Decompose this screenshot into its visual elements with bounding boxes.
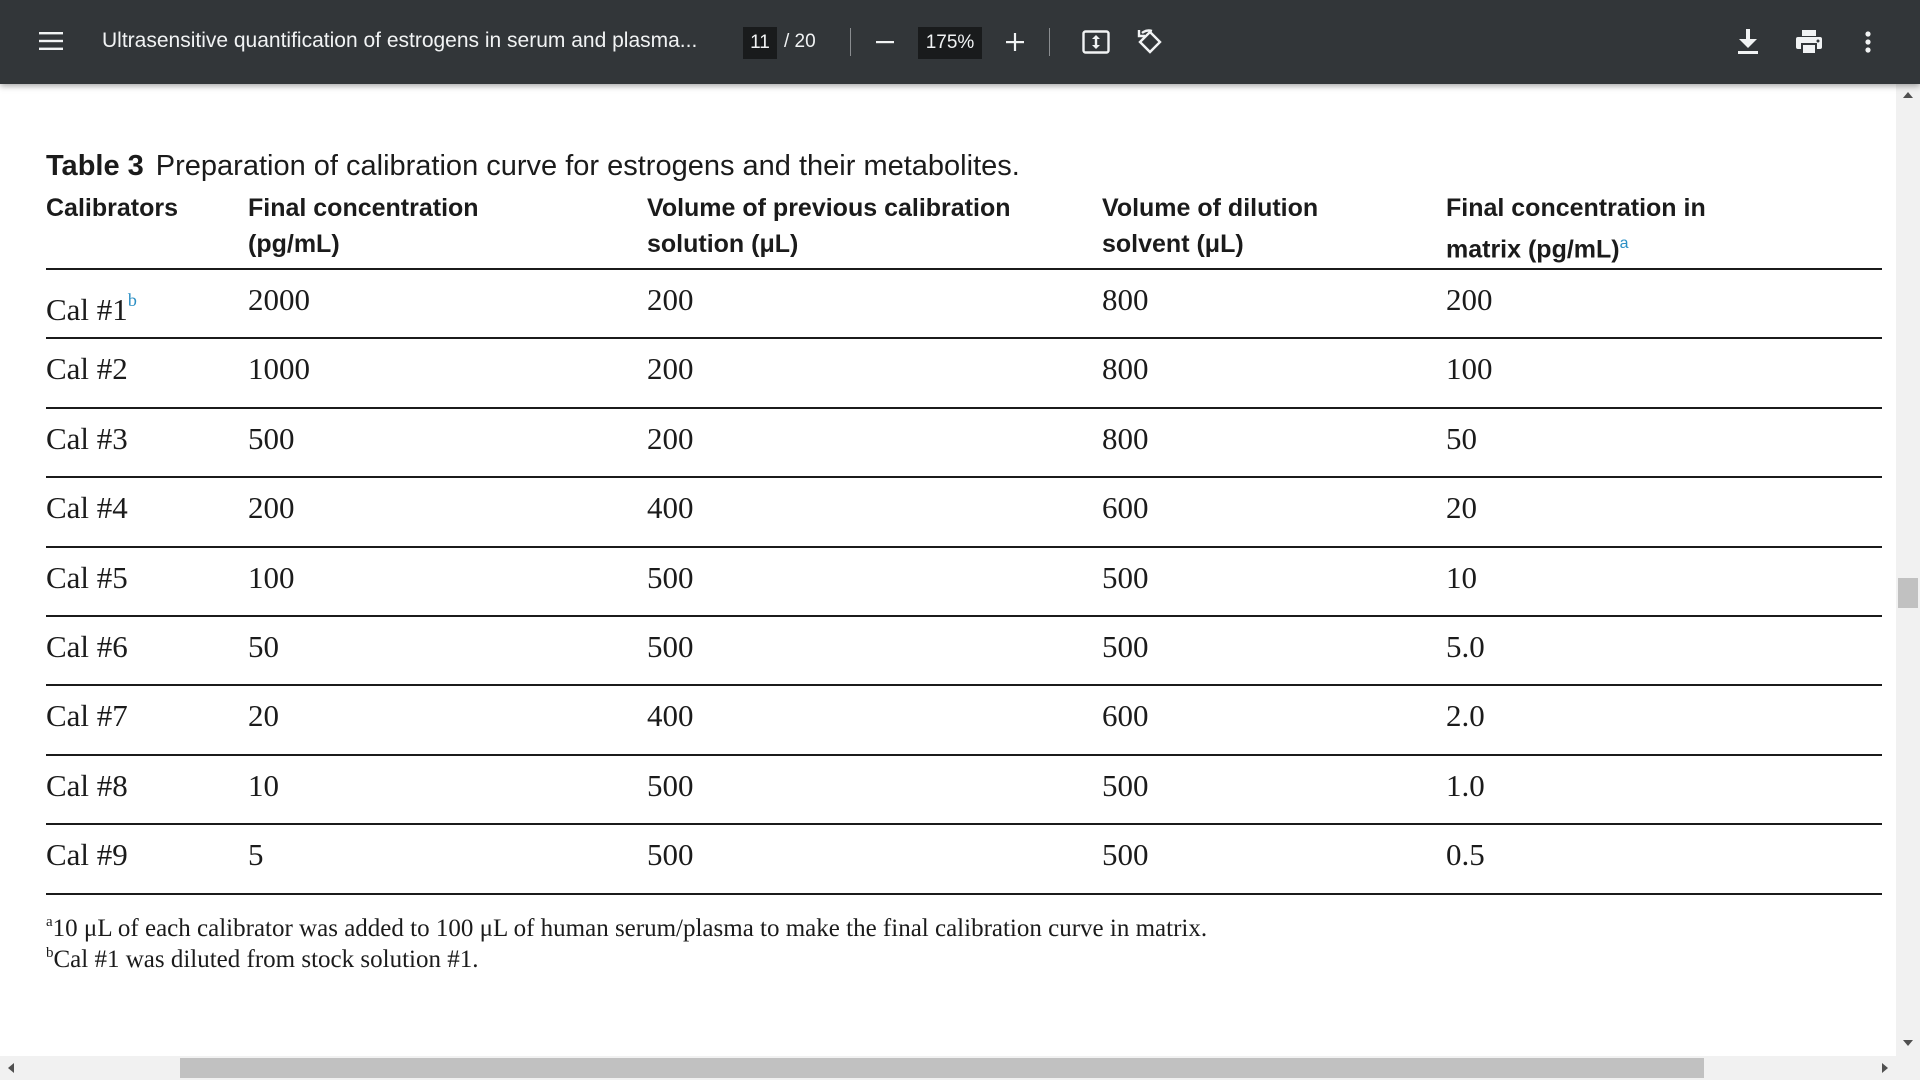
header-line: Calibrators — [46, 194, 178, 222]
fit-page-icon — [1082, 30, 1110, 54]
more-vert-icon — [1865, 31, 1871, 53]
table-caption — [46, 150, 1020, 183]
pdf-page — [0, 84, 1896, 1056]
footnote-link-b[interactable]: b — [127, 290, 137, 310]
table-cell: 0.5 — [1446, 837, 1485, 873]
calibrator-name: Cal #5 — [46, 559, 128, 595]
table-cell: 500 — [1102, 629, 1149, 664]
table-row-rule — [46, 754, 1882, 756]
table-row-rule — [46, 407, 1882, 409]
table-cell-calibrator — [46, 768, 128, 804]
calibrator-name: Cal #8 — [46, 767, 128, 803]
table-cell: 500 — [1102, 837, 1149, 873]
table-cell: 50 — [248, 629, 279, 664]
table-cell: 500 — [1102, 767, 1149, 803]
footnote-text: Cal #1 was diluted from stock solution #1. — [53, 946, 479, 973]
table-cell: 5 — [248, 837, 264, 873]
footnote-link-a[interactable]: a — [1619, 235, 1629, 252]
scroll-right-arrow-icon[interactable] — [1882, 1063, 1888, 1073]
more-options-button[interactable] — [1850, 20, 1886, 64]
table-cell-calibrator — [46, 351, 128, 387]
table-cell-calibrator — [46, 837, 128, 873]
table-row-rule — [46, 823, 1882, 825]
page-total: / 20 — [784, 31, 816, 52]
table-cell: 400 — [647, 698, 694, 734]
table-row-rule — [46, 337, 1882, 339]
table-cell: 50 — [1446, 420, 1477, 456]
header-line: (pg/mL) — [248, 230, 340, 258]
table-cell: 800 — [1102, 420, 1149, 456]
table-cell: 1000 — [248, 351, 310, 387]
zoom-out-button[interactable] — [868, 22, 902, 62]
calibrator-name: Cal #9 — [46, 837, 128, 873]
table-header-matrix-concentration — [1446, 190, 1706, 267]
calibrator-name: Cal #1 — [46, 292, 128, 327]
calibrator-name: Cal #4 — [46, 490, 128, 526]
download-icon — [1737, 29, 1759, 55]
table-cell: 2000 — [248, 282, 310, 317]
toolbar-divider — [1049, 28, 1050, 56]
table-row-rule — [46, 476, 1882, 478]
table-row-rule — [46, 893, 1882, 895]
pdf-toolbar — [0, 0, 1920, 84]
table-row-rule — [46, 684, 1882, 686]
header-line: Volume of previous calibration — [647, 194, 1011, 222]
table-row-rule — [46, 546, 1882, 548]
footnote-text: 10 μL of each calibrator was added to 100 μL of human serum/plasma to make the final calibration curve in matrix. — [52, 915, 1208, 942]
header-line: Final concentration in — [1446, 194, 1706, 222]
scroll-down-arrow-icon[interactable] — [1903, 1040, 1913, 1046]
calibrator-name: Cal #7 — [46, 698, 128, 734]
table-row-rule — [46, 615, 1882, 617]
table-cell-calibrator — [46, 629, 128, 665]
rotate-button[interactable] — [1130, 20, 1170, 64]
zoom-out-icon — [876, 33, 894, 51]
table-cell: 20 — [1446, 490, 1477, 526]
table-cell: 100 — [1446, 351, 1493, 387]
table-cell: 200 — [647, 351, 694, 387]
table-cell: 500 — [248, 420, 295, 456]
table-cell-calibrator — [46, 421, 128, 457]
table-caption-text: Preparation of calibration curve for estrogens and their metabolites. — [155, 150, 1020, 182]
header-line: matrix (pg/mL) — [1446, 235, 1620, 264]
download-button[interactable] — [1728, 20, 1768, 64]
table-cell: 800 — [1102, 351, 1149, 387]
header-line: Final concentration — [248, 194, 479, 222]
header-line: Volume of dilution — [1102, 194, 1319, 222]
scroll-left-arrow-icon[interactable] — [8, 1063, 14, 1073]
footnote-b — [46, 945, 478, 974]
table-cell-calibrator — [46, 698, 128, 734]
fit-page-button[interactable] — [1076, 20, 1116, 64]
table-cell: 400 — [647, 490, 694, 526]
table-cell: 100 — [248, 559, 295, 595]
header-line: solvent (μL) — [1102, 230, 1244, 258]
header-line: solution (μL) — [647, 230, 799, 258]
calibrator-name: Cal #6 — [46, 629, 128, 664]
table-cell: 200 — [248, 490, 295, 526]
table-label: Table 3 — [46, 150, 144, 182]
zoom-level-input[interactable] — [918, 27, 982, 59]
print-icon — [1795, 29, 1823, 55]
rotate-icon — [1136, 28, 1164, 56]
table-cell-calibrator — [46, 560, 128, 596]
table-cell: 200 — [1446, 282, 1493, 317]
table-cell: 500 — [1102, 559, 1149, 595]
vertical-scrollbar-thumb[interactable] — [1898, 578, 1918, 608]
menu-icon — [39, 31, 63, 51]
menu-button[interactable] — [28, 18, 74, 64]
page-number-input[interactable] — [743, 27, 777, 59]
table-header-rule — [46, 268, 1882, 270]
table-cell: 200 — [647, 282, 694, 317]
table-cell: 500 — [647, 837, 694, 873]
table-cell: 600 — [1102, 698, 1149, 734]
table-cell: 200 — [647, 420, 694, 456]
document-title: Ultrasensitive quantification of estrogens in serum and plasma... — [102, 29, 698, 52]
footnote-mark: b — [46, 945, 54, 961]
table-header-volume-dilution — [1102, 190, 1318, 262]
print-button[interactable] — [1788, 20, 1830, 64]
footnote-a — [46, 914, 1207, 943]
table-cell: 500 — [647, 629, 694, 664]
scroll-up-arrow-icon[interactable] — [1903, 92, 1913, 98]
table-cell: 10 — [1446, 559, 1477, 595]
table-cell-calibrator — [46, 282, 137, 328]
table-header-final-concentration — [248, 190, 479, 262]
table-cell: 20 — [248, 698, 279, 734]
horizontal-scrollbar-thumb[interactable] — [180, 1058, 1704, 1078]
table-cell: 10 — [248, 767, 279, 803]
table-cell-calibrator — [46, 490, 128, 526]
table-cell: 500 — [647, 767, 694, 803]
table-cell: 500 — [647, 559, 694, 595]
table-cell: 2.0 — [1446, 698, 1485, 734]
table-header-volume-previous — [647, 190, 1011, 262]
table-cell: 600 — [1102, 490, 1149, 526]
table-cell: 5.0 — [1446, 629, 1485, 664]
table-cell: 1.0 — [1446, 767, 1485, 803]
footnote-mark: a — [46, 914, 53, 930]
zoom-in-icon — [1006, 33, 1024, 51]
toolbar-divider — [850, 28, 851, 56]
table-header-calibrators — [46, 190, 178, 226]
table-cell: 800 — [1102, 282, 1149, 317]
calibrator-name: Cal #2 — [46, 351, 128, 387]
vertical-scrollbar[interactable] — [1896, 84, 1920, 1056]
zoom-in-button[interactable] — [998, 22, 1032, 62]
calibrator-name: Cal #3 — [46, 420, 128, 456]
